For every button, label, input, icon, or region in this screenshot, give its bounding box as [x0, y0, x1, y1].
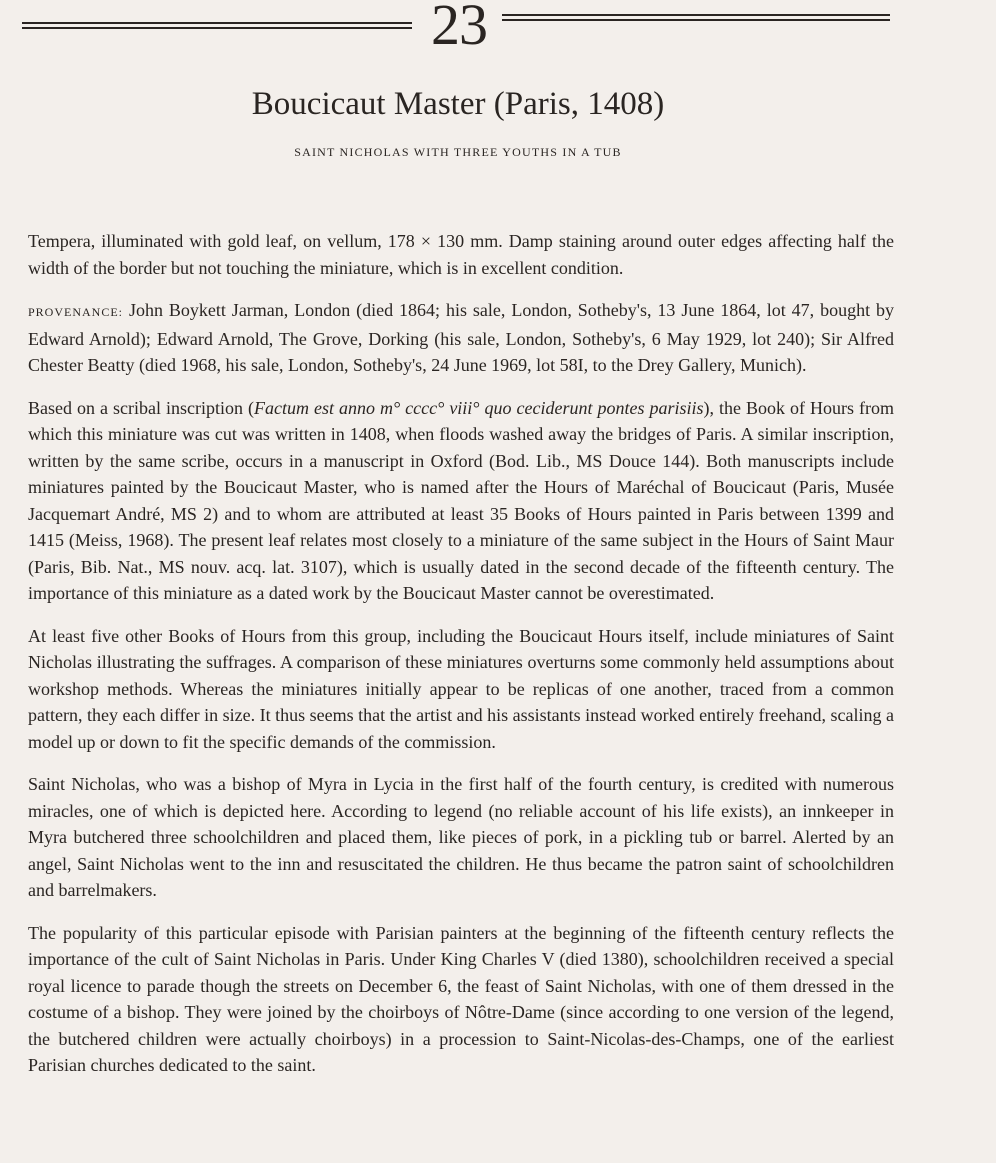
page-header: [0, 0, 996, 60]
inscription-paragraph: [28, 395, 894, 607]
legend-paragraph: Saint Nicholas, who was a bishop of Myra in Lycia in the first half of the fourth century, is credited with numerous miracles, one of which is depicted here. According to legend (no reliable account of his life exists), an innkeeper in Myra butchered three schoolchildren and placed them, like pieces of pork, in a pickling tub or barrel. Alerted by an angel, Saint Nicholas went to the inn and resuscitated the children. He thus became the patron saint of schoolchildren and barrelmakers.: [28, 774, 894, 900]
provenance-label: PROVENANCE:: [28, 305, 124, 319]
inscription-text-a: Based on a scribal inscription (: [28, 397, 254, 418]
inscription-italic: Factum est anno m° cccc° viii° quo ceciderunt pontes parisiis: [253, 397, 704, 418]
workshop-paragraph: At least five other Books of Hours from this group, including the Boucicaut Hours itself, include miniatures of Saint Nicholas illustrating the suffrages. A comparison of these miniatures overturns some commonly held assumptions about workshop methods. Whereas the miniatures initially appear to be replicas of one another, traced from a common pattern, they each differ in size. It thus seems that the artist and his assistants instead worked entirely freehand, scaling a model up or down to fit the specific demands of the commission.: [28, 625, 894, 752]
header-rule-left: [22, 22, 412, 28]
cult-paragraph: The popularity of this particular episode with Parisian painters at the beginning of the fifteenth century reflects the importance of the cult of Saint Nicholas in Paris. Under King Charles V (died 1380), schoolchildren received a special royal licence to parade though the streets on December 6, the feast of Saint Nicholas, with one of them dressed in the costume of a bishop. They were joined by the choirboys of Nôtre-Dame (since according to one version of the legend, the butchered children were actually choirboys) in a procession to Saint-Nicolas-des-Champs, one of the earliest Parisian churches dedicated to the saint.: [28, 922, 894, 1075]
body-text: [28, 228, 894, 1095]
description-paragraph: Tempera, illuminated with gold leaf, on vellum, 178 × 130 mm. Damp staining around outer edges affecting half the width of the border but not touching the miniature, which is in excellent condition.: [28, 231, 894, 278]
header-rule-right: [502, 14, 890, 20]
provenance-paragraph: [28, 297, 894, 379]
page-subtitle: SAINT NICHOLAS WITH THREE YOUTHS IN A TUB: [294, 145, 622, 159]
page-number: 23: [431, 0, 487, 57]
page-title: Boucicaut Master (Paris, 1408): [251, 86, 665, 122]
provenance-text: John Boykett Jarman, London (died 1864; his sale, London, Sotheby's, 13 June 1864, lot 47, bought by Edward Arnold); Edward Arnold, The Grove, Dorking (his sale, London, Sotheby's, 6 May 1929, lot 240); Sir Alfred Chester Beatty (died 1968, his sale, London, Sotheby's, 24 June 1969, lot 58I, to the Drey Gallery, Munich).: [28, 300, 894, 375]
inscription-text-b: ), the Book of Hours from which this miniature was cut was written in 1408, when floods washed away the bridges of Paris. A similar inscription, written by the same scribe, occurs in a manuscript in Oxford (Bod. Lib., MS Douce 144). Both manuscripts include miniatures painted by the Boucicaut Master, who is named after the Hours of Maréchal of Boucicaut (Paris, Musée Jacquemart André, MS 2) and to whom are attributed at least 35 Books of Hours painted in Paris between 1399 and 1415 (Meiss, 1968). The present leaf relates most closely to a miniature of the same subject in the Hours of Saint Maur (Paris, Bib. Nat., MS nouv. acq. lat. 3107), which is usually dated in the second decade of the fifteenth century. The importance of this miniature as a dated work by the Boucicaut Master cannot be overestimated.: [28, 397, 894, 603]
